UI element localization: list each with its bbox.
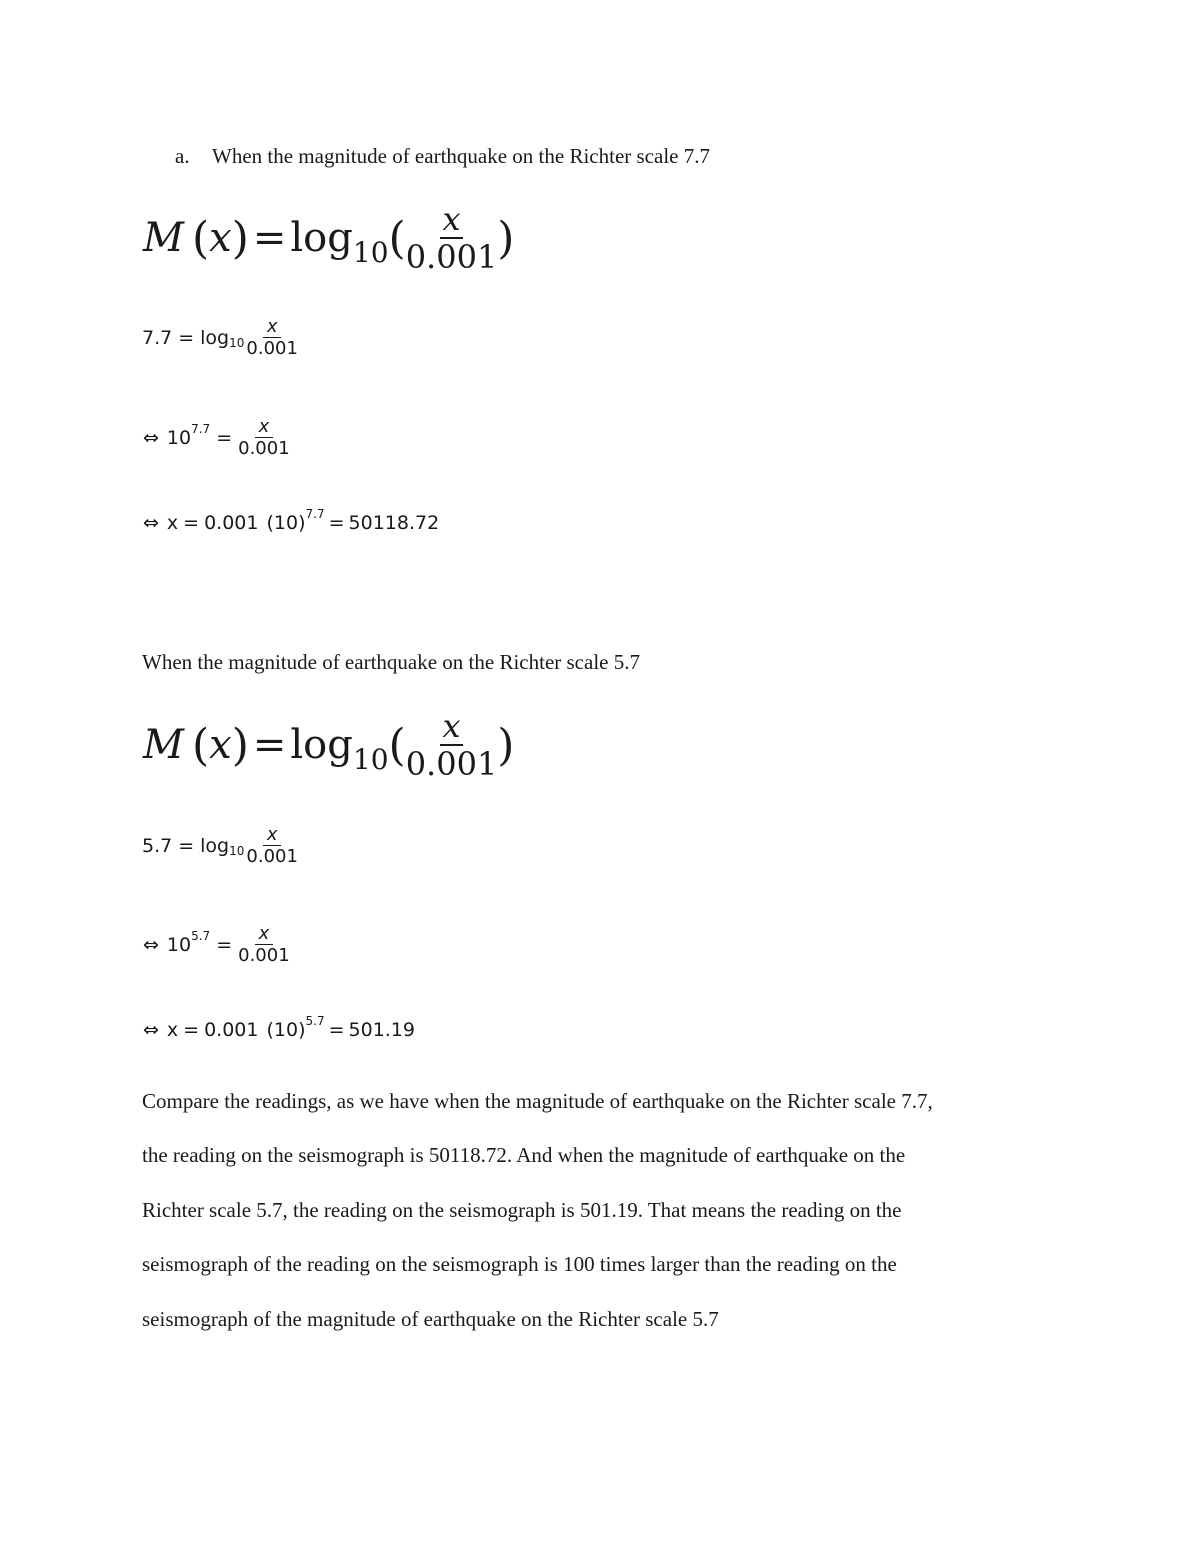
fraction-numerator: x: [255, 925, 274, 945]
conclusion-paragraph: [142, 1074, 933, 1346]
paren-open: (: [388, 212, 406, 264]
fraction-denominator: 0.001: [246, 338, 298, 359]
eq-equals: =: [183, 512, 200, 534]
equation-step3-b: [143, 1013, 415, 1047]
equation-step3-a: [143, 506, 439, 540]
equivalence-arrow-icon: ⇔: [143, 934, 159, 956]
eq-equals: =: [183, 1019, 200, 1041]
fraction-numerator: x: [442, 200, 461, 238]
formula-fn: M: [143, 215, 184, 261]
fraction-denominator: 0.001: [238, 945, 290, 966]
equivalence-arrow-icon: ⇔: [143, 427, 159, 449]
eq-log-base: 10: [229, 844, 245, 858]
fraction-numerator: x: [263, 826, 282, 846]
fraction-denominator: 0.001: [238, 438, 290, 459]
eq-result: 50118.72: [348, 512, 440, 534]
formula-equals: =: [252, 215, 287, 261]
eq-log: log: [200, 327, 230, 349]
eq-equals: =: [178, 835, 195, 857]
eq-equals: =: [216, 427, 233, 449]
eq-log: log: [200, 835, 230, 857]
paren-close: ): [231, 719, 249, 771]
equation-step1-b: [142, 818, 298, 874]
fraction-denominator: 0.001: [246, 846, 298, 867]
paren-open: (: [191, 212, 210, 264]
eq-lhs: x: [166, 512, 179, 534]
eq-log-base: 10: [229, 336, 245, 350]
formula-log: log: [290, 215, 353, 261]
paren-close: ): [497, 212, 515, 264]
paragraph-line: Compare the readings, as we have when the magnitude of earthquake on the Richter scale 7.7,: [142, 1089, 933, 1113]
eq-equals: =: [328, 512, 345, 534]
eq-base: 10: [166, 934, 192, 956]
equation-step1-a: [142, 310, 298, 366]
eq-exponent: 5.7: [191, 929, 211, 943]
fraction-numerator: x: [263, 318, 282, 338]
eq-equals: =: [328, 1019, 345, 1041]
eq-equals: =: [216, 934, 233, 956]
paragraph-line: the reading on the seismograph is 50118.72. And when the magnitude of earthquake on the: [142, 1143, 906, 1168]
equation-step2-b: [143, 917, 290, 973]
formula-fraction: [405, 200, 498, 276]
eq-paren-base: (10): [266, 512, 306, 534]
formula-base: 10: [352, 235, 389, 269]
formula-fraction: [405, 707, 498, 783]
formula-log: log: [290, 722, 353, 768]
eq-paren-base: (10): [266, 1019, 306, 1041]
eq-exponent: 5.7: [305, 1014, 325, 1028]
equivalence-arrow-icon: ⇔: [143, 1019, 159, 1041]
eq-coefficient: 0.001: [204, 512, 259, 534]
formula-base: 10: [352, 742, 389, 776]
fraction-denominator: 0.001: [405, 238, 498, 276]
equivalence-arrow-icon: ⇔: [143, 512, 159, 534]
paren-open: (: [191, 719, 210, 771]
formula-richter-b: [143, 707, 515, 783]
eq-fraction: [238, 925, 290, 965]
fraction-numerator: x: [255, 418, 274, 438]
paragraph-line: seismograph of the reading on the seismograph is 100 times larger than the reading on the: [142, 1252, 897, 1277]
eq-equals: =: [178, 327, 195, 349]
formula-equals: =: [252, 722, 287, 768]
eq-coefficient: 0.001: [204, 1019, 259, 1041]
section-heading-a: When the magnitude of earthquake on the Richter scale 7.7: [212, 144, 710, 168]
paren-close: ): [497, 719, 515, 771]
fraction-denominator: 0.001: [405, 745, 498, 783]
list-marker: a.: [175, 144, 190, 168]
eq-result: 501.19: [348, 1019, 416, 1041]
formula-var: x: [209, 722, 232, 768]
equation-step2-a: [143, 410, 290, 466]
eq-value: 7.7: [142, 327, 173, 349]
eq-value: 5.7: [142, 835, 173, 857]
paragraph-line: Richter scale 5.7, the reading on the seismograph is 501.19. That means the reading on the: [142, 1197, 902, 1222]
paragraph-line: seismograph of the magnitude of earthquake on the Richter scale 5.7: [142, 1306, 719, 1331]
paren-close: ): [231, 212, 249, 264]
eq-exponent: 7.7: [191, 422, 211, 436]
formula-richter-a: [143, 200, 515, 276]
eq-fraction: [246, 826, 298, 866]
fraction-numerator: x: [442, 707, 461, 745]
formula-fn: M: [143, 722, 184, 768]
eq-exponent: 7.7: [305, 507, 325, 521]
section-heading-b: When the magnitude of earthquake on the Richter scale 5.7: [142, 650, 640, 674]
formula-var: x: [209, 215, 232, 261]
eq-base: 10: [166, 427, 192, 449]
eq-fraction: [238, 418, 290, 458]
eq-lhs: x: [166, 1019, 179, 1041]
eq-fraction: [246, 318, 298, 358]
paren-open: (: [388, 719, 406, 771]
